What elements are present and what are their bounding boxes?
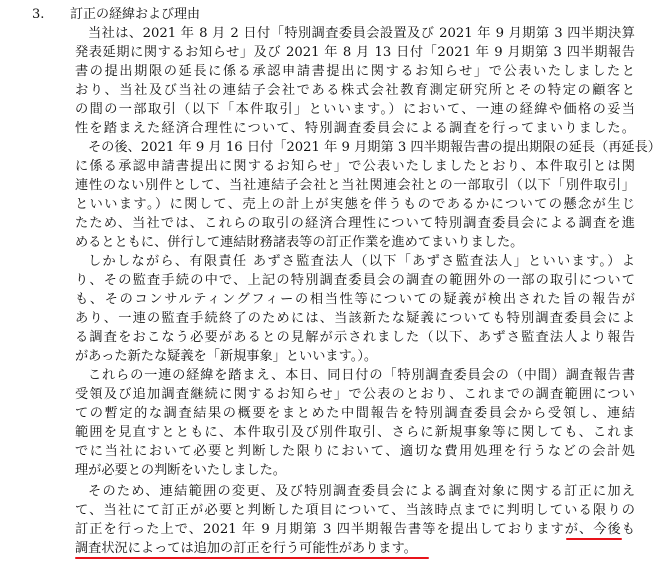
text-line: といいます。）に関して、売上の計上が実態を伴うものであるかについての懸念が生じ bbox=[75, 197, 635, 212]
red-underline bbox=[566, 538, 622, 540]
red-underline bbox=[75, 557, 429, 559]
text-line: おり、当社及び当社の連結子会社である株式会社教育測定研究所とその特定の顧客と bbox=[75, 83, 635, 98]
text-line: たため、当社では、これらの取引の経済合理性について特別調査委員会による調査を進 bbox=[75, 216, 635, 231]
text-line: めるとともに、併行して連結財務諸表等の訂正作業を進めてまいりました。 bbox=[75, 235, 524, 250]
text-line: しかしながら、有限責任 あずさ監査法人（以下「あずさ監査法人」といいます。）よ bbox=[88, 254, 635, 269]
text-line: でに当社において必要と判断した限りにおいて、適切な費用処理を行うなどの会計処 bbox=[75, 444, 635, 459]
text-line: あり、一連の監査手続終了のためには、当該新たな疑義についても特別調査委員会によ bbox=[75, 311, 635, 326]
section-header bbox=[32, 6, 200, 24]
text-line: 発表延期に関するお知らせ」及び 2021 年 8 月 13 日付「2021 年 9 月期第 3 四半期報告 bbox=[75, 45, 635, 60]
text-line: て、当社にて訂正が必要と判断した項目について、当該時点までに判明している限りの bbox=[75, 503, 635, 518]
text-line: 調査状況によっては追加の訂正を行う可能性があります。 bbox=[75, 541, 417, 556]
text-line: る調査をおこなう必要があるとの見解が示されました（以下、あずさ監査法人より報告 bbox=[75, 330, 635, 345]
text-line: これらの一連の経緯を踏まえ、本日、同日付の「特別調査委員会の（中間）調査報告書 bbox=[88, 368, 635, 383]
text-line: があった新たな疑義を「新規事象」といいます。）。 bbox=[75, 349, 378, 364]
text-line: 範囲を見直すとともに、本件取引及び別件取引、さらに新規事象等に関しても、これま bbox=[75, 425, 635, 440]
text-line: に係る承認申請書提出に関するお知らせ」で公表いたしましたとおり、本件取引とは関 bbox=[75, 159, 635, 174]
text-line: り、その監査手続の中で、上記の特別調査委員会の調査の範囲外の一部の取引について bbox=[75, 273, 635, 288]
text-line: そのため、連結範囲の変更、及び特別調査委員会による調査対象に関する訂正に加え bbox=[88, 484, 635, 499]
text-line: の間の一部取引（以下「本件取引」といいます。）において、一連の経緯や価格の妥当 bbox=[75, 102, 635, 117]
section-number: 3. bbox=[32, 7, 45, 22]
text-line: 書の提出期限の延長に係る承認申請書提出に関するお知らせ」で公表いたしましたと bbox=[75, 64, 635, 79]
text-line: 当社は、2021 年 8 月 2 日付「特別調査委員会設置及び 2021 年 9 月期第 3 四半期決算 bbox=[88, 26, 635, 41]
text-line: 性を踏まえた経済合理性について、特別調査委員会による調査を行ってまいりました。 bbox=[75, 121, 635, 136]
text-line: ての暫定的な調査結果の概要をまとめた中間報告を特別調査委員会から受領し、連結 bbox=[75, 406, 635, 421]
section-title: 訂正の経緯および理由 bbox=[70, 7, 201, 22]
text-line: も、そのコンサルティングフィーの相当性等についての疑義が検出された旨の報告が bbox=[75, 292, 635, 307]
text-line: その後、2021 年 9 月 16 日付「2021 年 9 月期第 3 四半期報告書の提出期限の延長（再延長） bbox=[88, 140, 661, 155]
text-line: 受領及び追加調査継続に関するお知らせ」で公表のとおり、これまでの調査範囲につい bbox=[75, 387, 635, 402]
text-line: 訂正を行った上で、2021 年 9 月期第 3 四半期報告書等を提出しておりますが、今後も bbox=[75, 522, 635, 537]
text-line: 連性のない別件として、当社連結子会社と当社関連会社との一部取引（以下「別件取引」 bbox=[75, 178, 635, 193]
text-line: 理が必要との判断をいたしました。 bbox=[75, 463, 286, 478]
